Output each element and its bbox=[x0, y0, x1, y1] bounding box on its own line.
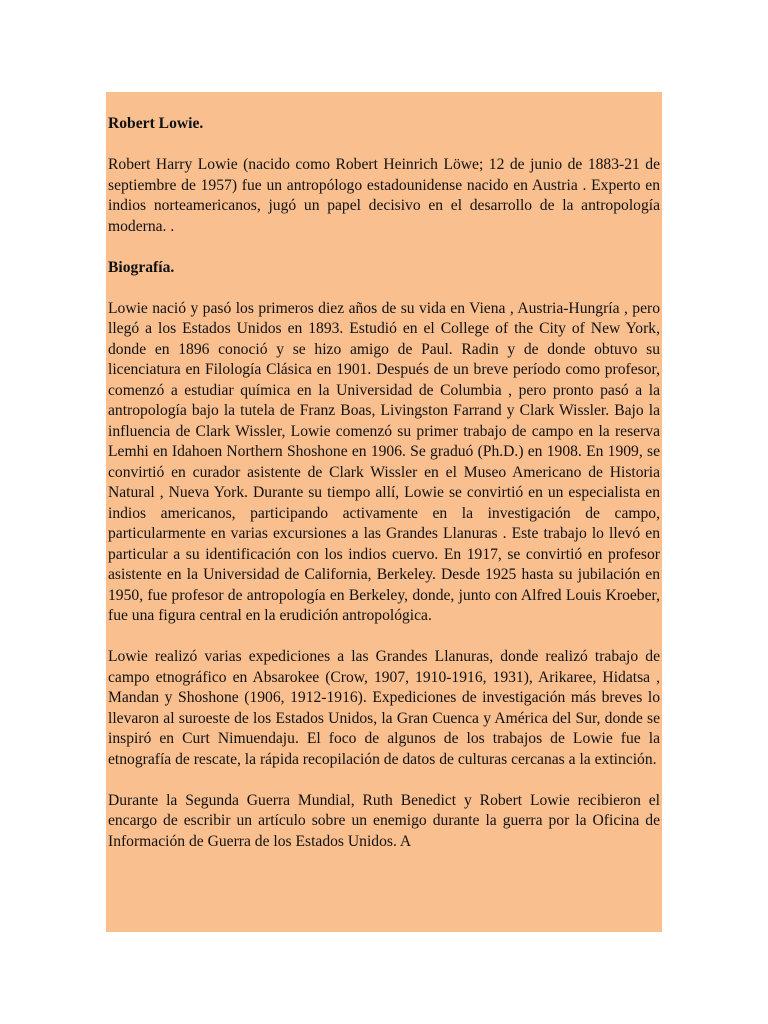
section-heading-biografia: Biografía. bbox=[108, 258, 175, 276]
biography-paragraph-2: Lowie realizó varias expediciones a las Grandes Llanuras, donde realizó trabajo de campo etnográfico en Absarokee (Crow, 1907, 1910-1916, 1931), Arikaree, Hidatsa , Mandan y Shoshone (1906, 1912-1916). Expediciones de investigación más breves lo llevaron al suroeste de los Estados Unidos, la Gran Cuenca y América del Sur, donde se inspiró en Curt Nimuendaju. El foco de algunos de los trabajos de Lowie fue la etnografía de rescate, la rápida recopilación de datos de culturas cercanas a la extinción. bbox=[108, 648, 660, 768]
biography-paragraph-3: Durante la Segunda Guerra Mundial, Ruth Benedict y Robert Lowie recibieron el encargo de escribir un artículo sobre un enemigo durante la guerra por la Oficina de Información de Guerra de los Estados Unidos. A bbox=[108, 791, 660, 850]
document-title: Robert Lowie. bbox=[108, 115, 204, 132]
intro-paragraph: Robert Harry Lowie (nacido como Robert Heinrich Löwe; 12 de junio de 1883-21 de septiembre de 1957) fue un antropólogo estadounidense nacido en Austria . Experto en indios norteamericanos, jugó un papel decisivo en el desarrollo de la antropología moderna. . bbox=[108, 156, 660, 235]
document-page bbox=[106, 92, 662, 932]
document-body bbox=[108, 114, 660, 873]
biography-paragraph-1: Lowie nació y pasó los primeros diez años de su vida en Viena , Austria-Hungría , pero llegó a los Estados Unidos en 1893. Estudió en el College of the City of New York, donde en 1896 conoció y se hizo amigo de Paul. Radin y de donde obtuvo su licenciatura en Filología Clásica en 1901. Después de un breve período como profesor, comenzó a estudiar química en la Universidad de Columbia , pero pronto pasó a la antropología bajo la tutela de Franz Boas, Livingston Farrand y Clark Wissler. Bajo la influencia de Clark Wissler, Lowie comenzó su primer trabajo de campo en la reserva Lemhi en Idahoen Northern Shoshone en 1906. Se graduó (Ph.D.) en 1908. En 1909, se convirtió en curador asistente de Clark Wissler en el Museo Americano de Historia Natural , Nueva York. Durante su tiempo allí, Lowie se convirtió en un especialista en indios americanos, participando activamente en la investigación de campo, particularmente en varias excursiones a las Grandes Llanuras . Este trabajo lo llevó en particular a su identificación con los indios cuervo. En 1917, se convirtió en profesor asistente en la Universidad de California, Berkeley. Desde 1925 hasta su jubilación en 1950, fue profesor de antropología en Berkeley, donde, junto con Alfred Louis Kroeber, fue una figura central en la erudición antropológica. bbox=[108, 299, 660, 624]
